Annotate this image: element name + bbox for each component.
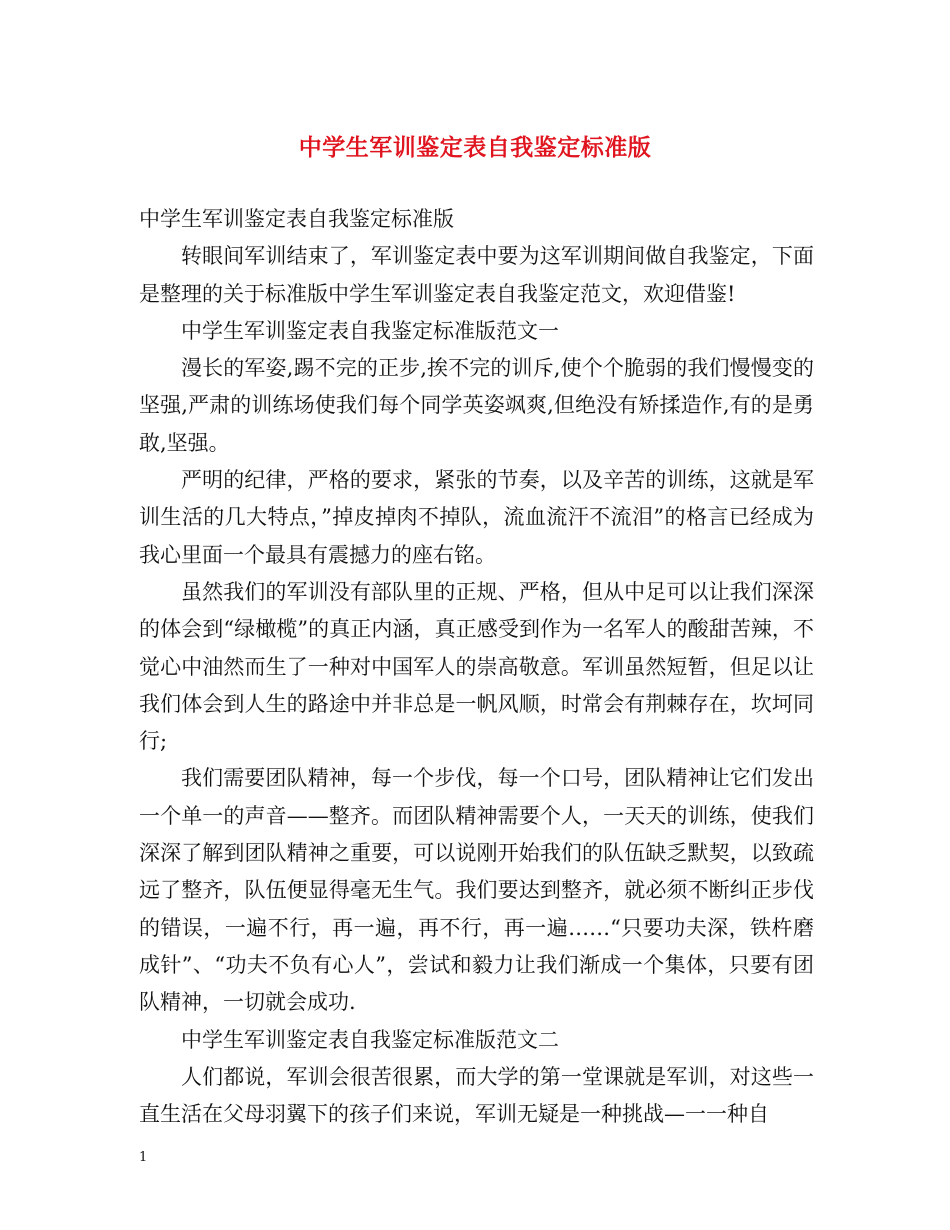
subtitle-paragraph: 中学生军训鉴定表自我鉴定标准版 — [139, 207, 454, 231]
body-paragraph: 虽然我们的军训没有部队里的正规、严格，但从中足可以让我们深深的体会到“绿橄榄”的真正内涵，真正感受到作为一名军人的酸甜苦辣，不觉心中油然而生了一种对中国军人的崇高敬意。军训虽然短暂，但足以让我们体会到人生的路途中并非总是一帆风顺，时常会有荆棘存在，坎坷同行; — [139, 579, 814, 754]
intro-paragraph: 转眼间军训结束了，军训鉴定表中要为这军训期间做自我鉴定，下面是整理的关于标准版中学生军训鉴定表自我鉴定范文，欢迎借鉴! — [139, 244, 814, 306]
page-number: 1 — [139, 1150, 148, 1165]
body-paragraph: 漫长的军姿,踢不完的正步,挨不完的训斥,使个个脆弱的我们慢慢变的坚强,严肃的训练场使我们每个同学英姿飒爽,但绝没有矫揉造作,有的是勇敢,坚强。 — [139, 356, 814, 455]
body-paragraph: 我们需要团队精神，每一个步伐，每一个口号，团队精神让它们发出一个单一的声音——整齐。而团队精神需要个人，一天天的训练，使我们深深了解到团队精神之重要，可以说刚开始我们的队伍缺乏默契，以致疏远了整齐，队伍便显得毫无生气。我们要达到整齐，就必须不断纠正步伐的错误，一遍不行，再一遍，再不行，再一遍……“只要功夫深，铁杵磨成针”、“功夫不负有心人”，尝试和毅力让我们渐成一个集体，只要有团队精神，一切就会成功. — [139, 766, 814, 1015]
body-paragraph: 人们都说，军训会很苦很累，而大学的第一堂课就是军训，对这些一直生活在父母羽翼下的孩子们来说，军训无疑是一种挑战—一一种自 — [139, 1064, 814, 1127]
section-heading-1: 中学生军训鉴定表自我鉴定标准版范文一 — [181, 318, 559, 343]
body-paragraph: 严明的纪律，严格的要求，紧张的节奏，以及辛苦的训练，这就是军训生活的几大特点，”掉皮掉肉不掉队，流血流汗不流泪”的格言已经成为我心里面一个最具有震撼力的座右铭。 — [139, 468, 814, 567]
document-body — [139, 201, 814, 1133]
document-title: 中学生军训鉴定表自我鉴定标准版 — [298, 134, 652, 161]
section-heading-2: 中学生军训鉴定表自我鉴定标准版范文二 — [181, 1027, 559, 1052]
